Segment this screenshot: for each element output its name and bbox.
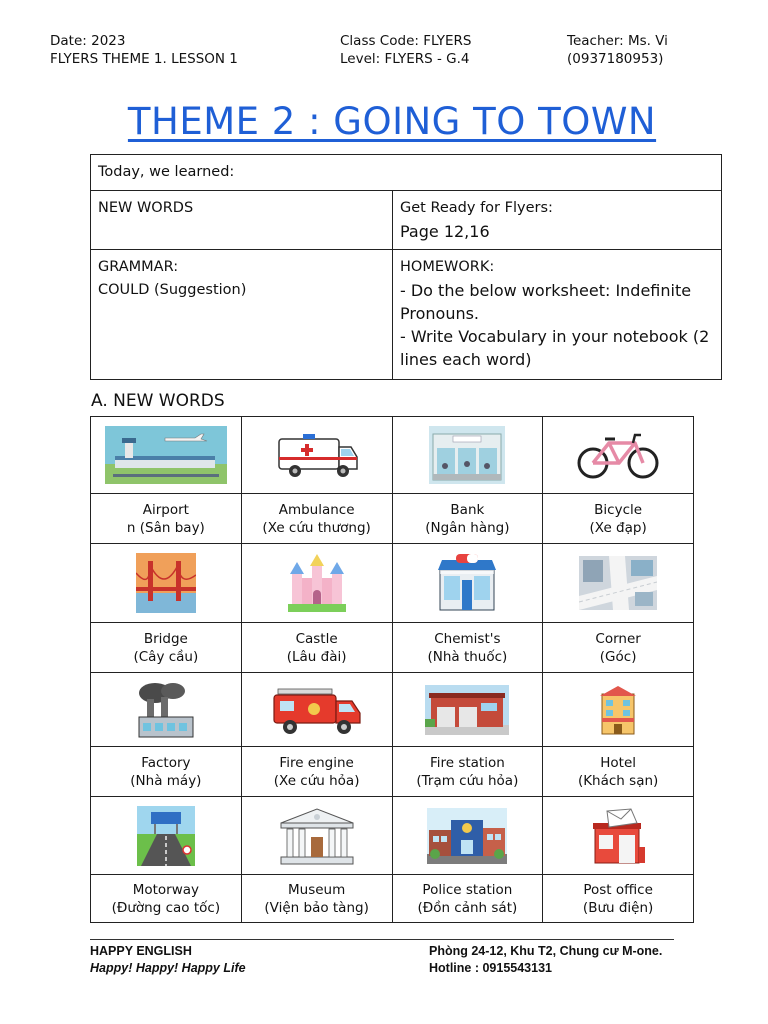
picture-row — [91, 544, 694, 623]
factory-icon — [133, 681, 199, 739]
bridge-icon — [136, 553, 196, 613]
bicycle-icon — [573, 429, 663, 481]
word-label: Chemist's (Nhà thuốc) — [392, 623, 543, 673]
word-label: Motorway (Đường cao tốc) — [91, 875, 242, 923]
get-ready-page: Page 12,16 — [400, 222, 490, 241]
footer-slogan: Happy! Happy! Happy Life — [90, 961, 246, 975]
lesson-summary-table — [90, 154, 722, 380]
class-code-text: Class Code: FLYERS — [340, 33, 472, 49]
word-label: Factory (Nhà máy) — [91, 747, 242, 797]
bicycle-picture-cell — [543, 417, 694, 494]
word-label: Bank (Ngân hàng) — [392, 494, 543, 544]
today-learned-cell: Today, we learned: — [91, 155, 722, 191]
word-label: Museum (Viện bảo tàng) — [241, 875, 392, 923]
word-label: Ambulance (Xe cứu thương) — [241, 494, 392, 544]
homework-label: HOMEWORK: — [400, 259, 495, 275]
lesson-text: FLYERS THEME 1. LESSON 1 — [50, 51, 238, 67]
level-text: Level: FLYERS - G.4 — [340, 51, 470, 67]
bank-picture-cell — [392, 417, 543, 494]
fire-engine-picture-cell — [241, 673, 392, 747]
footer-brand: HAPPY ENGLISH — [90, 944, 192, 958]
header-right — [567, 32, 668, 68]
factory-picture-cell — [91, 673, 242, 747]
chemist-icon — [436, 554, 498, 612]
header-middle — [340, 32, 471, 68]
picture-row — [91, 417, 694, 494]
footer-right — [429, 943, 662, 977]
teacher-phone: (0937180953) — [567, 51, 664, 67]
teacher-text: Teacher: Ms. Vi — [567, 33, 668, 49]
grammar-label: GRAMMAR: — [98, 259, 179, 275]
post-office-picture-cell — [543, 797, 694, 875]
vocabulary-table — [90, 416, 694, 923]
museum-picture-cell — [241, 797, 392, 875]
homework-item-1: - Do the below worksheet: Indefinite Pronouns. — [400, 281, 692, 323]
word-label: Corner (Góc) — [543, 623, 694, 673]
ambulance-picture-cell — [241, 417, 392, 494]
corner-icon — [579, 556, 657, 610]
grammar-cell — [91, 250, 393, 380]
homework-cell — [393, 250, 722, 380]
bridge-picture-cell — [91, 544, 242, 623]
footer-address: Phòng 24-12, Khu T2, Chung cư M-one. — [429, 944, 663, 958]
police-station-icon — [427, 808, 507, 864]
motorway-picture-cell — [91, 797, 242, 875]
footer-divider — [90, 939, 674, 940]
chemist-picture-cell — [392, 544, 543, 623]
castle-picture-cell — [241, 544, 392, 623]
fire-engine-icon — [270, 683, 364, 737]
header-left — [50, 32, 238, 68]
word-label: Post office (Bưu điện) — [543, 875, 694, 923]
new-words-cell: NEW WORDS — [91, 191, 393, 250]
motorway-icon — [137, 806, 195, 866]
section-heading: A. NEW WORDS — [91, 391, 225, 411]
ambulance-icon — [273, 427, 361, 483]
get-ready-label: Get Ready for Flyers: — [400, 200, 553, 216]
footer-hotline: Hotline : 0915543131 — [429, 961, 552, 975]
airport-picture-cell — [91, 417, 242, 494]
get-ready-cell — [393, 191, 722, 250]
word-label: Bridge (Cây cầu) — [91, 623, 242, 673]
page-title: THEME 2 : GOING TO TOWN — [127, 100, 657, 143]
airport-icon — [105, 426, 227, 484]
fire-station-icon — [425, 685, 509, 735]
word-label: Castle (Lâu đài) — [241, 623, 392, 673]
museum-icon — [277, 807, 357, 865]
picture-row — [91, 673, 694, 747]
word-label: Hotel (Khách sạn) — [543, 747, 694, 797]
hotel-picture-cell — [543, 673, 694, 747]
grammar-point: COULD (Suggestion) — [98, 282, 247, 298]
homework-item-2: - Write Vocabulary in your notebook (2 lines each word) — [400, 327, 710, 369]
picture-row — [91, 797, 694, 875]
corner-picture-cell — [543, 544, 694, 623]
word-label: Fire station (Trạm cứu hỏa) — [392, 747, 543, 797]
word-label: Fire engine (Xe cứu hỏa) — [241, 747, 392, 797]
post-office-icon — [589, 807, 647, 865]
word-label: Police station (Đồn cảnh sát) — [392, 875, 543, 923]
date-text: Date: 2023 — [50, 33, 126, 49]
police-station-picture-cell — [392, 797, 543, 875]
bank-icon — [429, 426, 505, 484]
word-label: Airport n (Sân bay) — [91, 494, 242, 544]
castle-icon — [284, 554, 350, 612]
footer-left — [90, 943, 246, 977]
fire-station-picture-cell — [392, 673, 543, 747]
hotel-icon — [596, 684, 640, 736]
word-label: Bicycle (Xe đạp) — [543, 494, 694, 544]
